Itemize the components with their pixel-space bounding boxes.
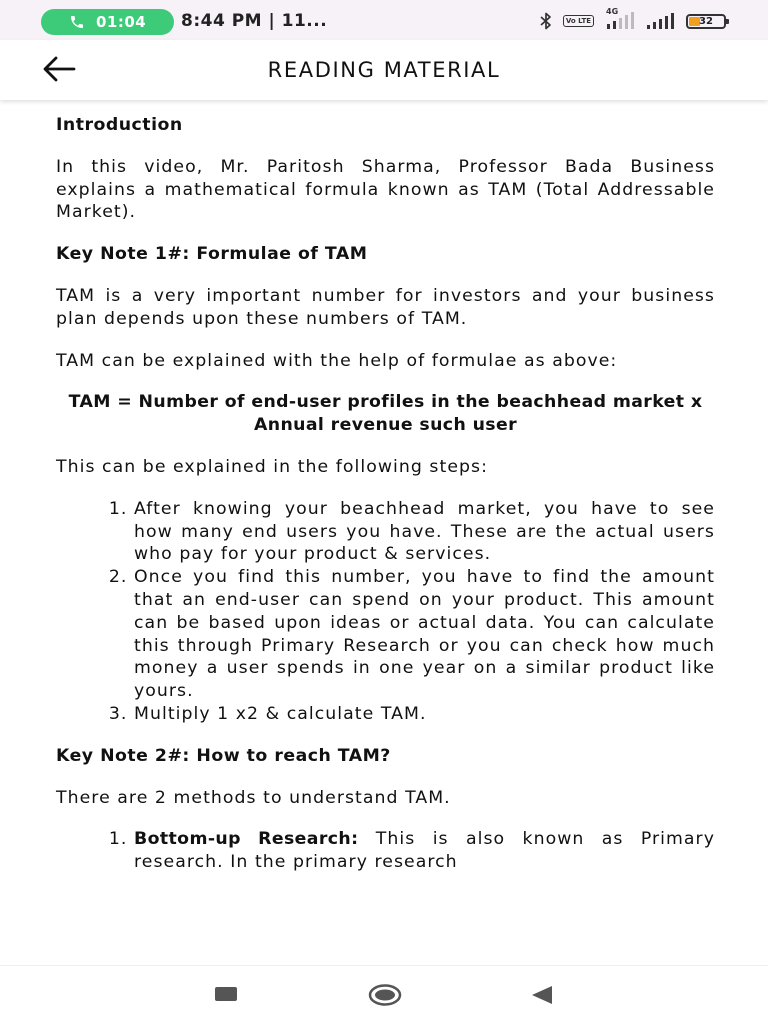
phone-icon	[69, 14, 85, 30]
volte-icon: Vo LTE	[563, 15, 594, 27]
recents-icon[interactable]	[215, 987, 237, 1001]
network-type-label: 4G	[606, 7, 619, 16]
status-icons	[539, 7, 726, 32]
battery-level: 32	[699, 15, 713, 27]
tam-formula: TAM = Number of end-user profiles in the beachhead market x Annual revenue such user	[68, 392, 703, 436]
reading-content[interactable]	[0, 102, 768, 966]
intro-heading: Introduction	[56, 115, 183, 135]
key-note-2-intro: There are 2 methods to understand TAM.	[56, 787, 451, 808]
key-note-1-paragraph: TAM is a very important number for investors and your business plan depends upon these numbers of TAM.	[56, 285, 715, 329]
ongoing-call-pill[interactable]	[41, 9, 174, 35]
steps-list	[56, 498, 715, 726]
key-note-1-paragraph: TAM can be explained with the help of formulae as above:	[56, 350, 618, 371]
signal-icon	[646, 11, 676, 31]
back-icon[interactable]	[530, 984, 554, 1006]
status-bar	[0, 0, 768, 40]
home-icon[interactable]	[368, 984, 402, 1006]
key-note-2-heading: Key Note 2#: How to reach TAM?	[56, 745, 391, 766]
status-time: 8:44 PM | 11...	[181, 11, 328, 31]
app-bar	[0, 40, 768, 100]
intro-text: In this video, Mr. Paritosh Sharma, Professor Bada Business explains a mathematical formula known as TAM (Total Addressable Market).	[56, 156, 715, 223]
call-duration: 01:04	[96, 13, 147, 31]
method-text: This is also known as Primary research. In the primary research	[134, 829, 715, 873]
list-item: 2. Once you find this number, you have to find the amount that an end-user can spend on your product. This amount can be based upon ideas or actual data. You can calculate this through Primary Research or you can check how much money a user spends in one year on a similar product like yours.	[134, 566, 715, 703]
list-item: 1. After knowing your beachhead market, you have to see how many end users you have. These are the actual users who pay for your product & services.	[134, 498, 715, 566]
battery-icon	[686, 14, 726, 29]
article	[0, 102, 768, 874]
signal-icon	[604, 7, 636, 31]
steps-intro: This can be explained in the following steps:	[56, 456, 488, 477]
page-title: READING MATERIAL	[267, 58, 501, 82]
method-title: Bottom-up Research:	[134, 829, 359, 850]
list-item: 3. Multiply 1 x2 & calculate TAM.	[134, 703, 715, 726]
list-item	[134, 828, 715, 874]
bluetooth-icon	[539, 12, 553, 30]
methods-list	[56, 828, 715, 874]
key-note-1-heading: Key Note 1#: Formulae of TAM	[56, 244, 368, 265]
navigation-bar	[0, 965, 768, 1024]
